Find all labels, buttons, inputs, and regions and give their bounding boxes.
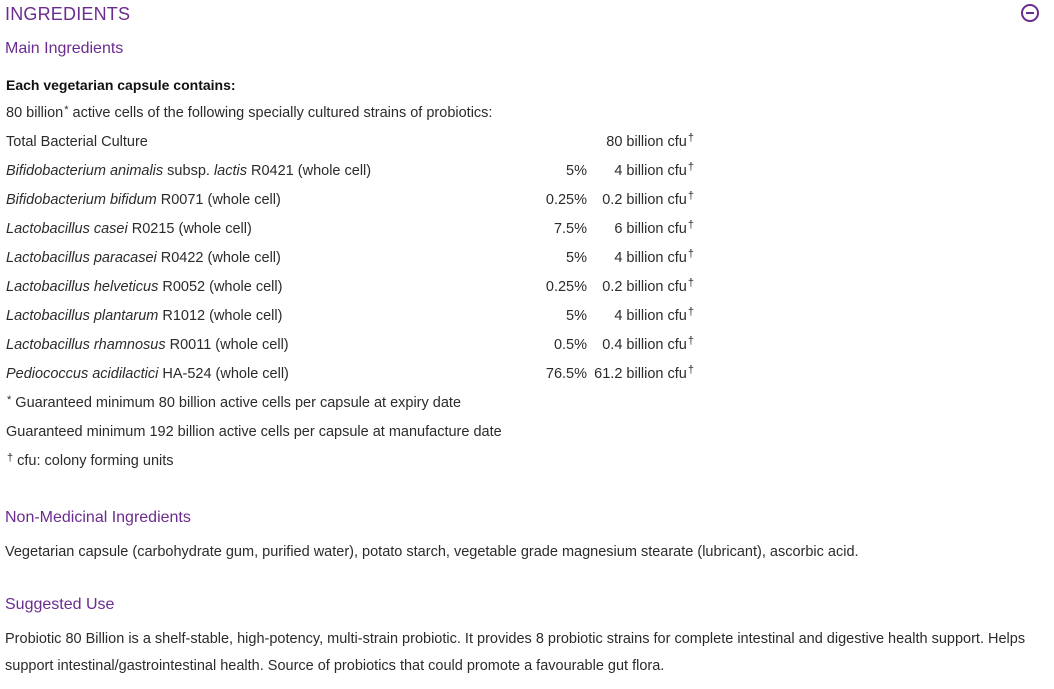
strain-amount-value: 4 billion cfu [614, 250, 687, 266]
strain-percent: 0.25% [545, 192, 587, 208]
strain-name [6, 190, 281, 210]
dagger-mark: † [687, 364, 694, 376]
non-medicinal-text: Vegetarian capsule (carbohydrate gum, purified water), potato starch, vegetable grade magnesium stearate (lubricant), ascorbic acid. [5, 544, 859, 560]
strain-name [6, 306, 282, 326]
strain-subspecies: lactis [213, 163, 247, 179]
strain-percent: 5% [566, 163, 587, 179]
strain-amount [614, 248, 694, 268]
intro-pre: 80 billion [6, 105, 64, 121]
strain-species: Bifidobacterium animalis [6, 163, 164, 179]
note-expiry-text: Guaranteed minimum 80 billion active cells per capsule at expiry date [11, 395, 462, 411]
strain-code: R0011 (whole cell) [165, 337, 289, 353]
strain-amount-value: 0.2 billion cfu [602, 279, 687, 295]
strain-name [6, 248, 281, 268]
strain-amount-value: 0.4 billion cfu [602, 337, 687, 353]
dagger-mark: † [687, 161, 694, 173]
strain-amount [614, 306, 694, 326]
intro-post: active cells of the following specially cultured strains of probiotics: [68, 105, 493, 121]
table-row [0, 277, 700, 297]
strain-name [6, 219, 252, 239]
asterisk-mark: * [7, 394, 12, 406]
suggested-use-text: Probiotic 80 Billion is a shelf-stable, high-potency, multi-strain probiotic. It provides 8 probiotic strains for complete intestinal and digestive health support. Helps support intestinal/gastrointestinal health. Source of probiotics that could promote a favourable gut flora. [5, 631, 1026, 674]
strain-amount [614, 219, 694, 239]
total-label: Total Bacterial Culture [6, 134, 148, 150]
strain-code: R0215 (whole cell) [127, 221, 252, 237]
main-ingredients-heading: Main Ingredients [5, 40, 124, 57]
dagger-mark: † [687, 219, 694, 231]
strain-amount [614, 161, 694, 181]
dagger-mark: † [687, 132, 694, 144]
note-cfu [6, 452, 174, 470]
dagger-mark: † [687, 277, 694, 289]
dagger-mark: † [687, 190, 694, 202]
total-amount-value: 80 billion cfu [606, 134, 687, 150]
table-row [0, 190, 700, 210]
strain-species: Lactobacillus helveticus [6, 279, 159, 295]
suggested-use-heading: Suggested Use [5, 596, 115, 613]
strain-percent: 5% [566, 250, 587, 266]
non-medicinal-heading: Non-Medicinal Ingredients [5, 509, 191, 526]
strain-percent: 7.5% [553, 221, 587, 237]
dagger-mark: † [687, 306, 694, 318]
minus-circle-icon[interactable] [1021, 4, 1039, 22]
table-row [0, 248, 700, 268]
strain-species: Lactobacillus plantarum [6, 308, 159, 324]
strain-percent: 0.25% [545, 279, 587, 295]
strain-species: Lactobacillus casei [6, 221, 128, 237]
table-row [0, 161, 700, 181]
capsule-label: Each vegetarian capsule contains: [6, 77, 236, 93]
table-row [0, 335, 700, 355]
strain-code: R0421 (whole cell) [246, 163, 372, 179]
dagger-mark: † [687, 248, 694, 260]
strain-species: Bifidobacterium bifidum [6, 192, 157, 208]
strain-amount-value: 4 billion cfu [614, 163, 687, 179]
strain-percent: 5% [566, 308, 587, 324]
strain-name [6, 335, 289, 355]
strain-subspecies-label: subsp. [163, 163, 214, 179]
note-manufacture: Guaranteed minimum 192 billion active cells per capsule at manufacture date [6, 424, 502, 440]
table-row [0, 364, 700, 384]
strain-code: R0422 (whole cell) [156, 250, 281, 266]
strain-name [6, 277, 282, 297]
strain-code: R0071 (whole cell) [156, 192, 281, 208]
strain-species: Pediococcus acidilactici [6, 366, 159, 382]
note-cfu-text: cfu: colony forming units [13, 453, 174, 469]
strain-species: Lactobacillus paracasei [6, 250, 157, 266]
minus-bar [1026, 12, 1034, 14]
strain-amount [602, 335, 694, 355]
section-title: INGREDIENTS [5, 4, 131, 24]
table-row [0, 306, 700, 326]
strain-percent: 76.5% [545, 366, 587, 382]
table-row [0, 219, 700, 239]
strain-amount-value: 61.2 billion cfu [594, 366, 687, 382]
strain-amount-value: 4 billion cfu [614, 308, 687, 324]
strain-species: Lactobacillus rhamnosus [6, 337, 166, 353]
note-expiry [6, 394, 461, 412]
strain-amount-value: 6 billion cfu [614, 221, 687, 237]
intro-text [6, 104, 492, 122]
strain-code: R1012 (whole cell) [158, 308, 283, 324]
strain-amount [602, 277, 694, 297]
strain-code: HA-524 (whole cell) [158, 366, 289, 382]
dagger-mark: † [7, 452, 14, 464]
strain-amount [602, 190, 694, 210]
dagger-mark: † [687, 335, 694, 347]
strain-name [6, 161, 371, 181]
strain-amount-value: 0.2 billion cfu [602, 192, 687, 208]
total-row [0, 132, 700, 152]
strain-name [6, 364, 289, 384]
asterisk-mark: * [64, 104, 69, 116]
strain-code: R0052 (whole cell) [158, 279, 283, 295]
strain-amount [594, 364, 694, 384]
strain-percent: 0.5% [553, 337, 587, 353]
total-amount [606, 132, 694, 152]
